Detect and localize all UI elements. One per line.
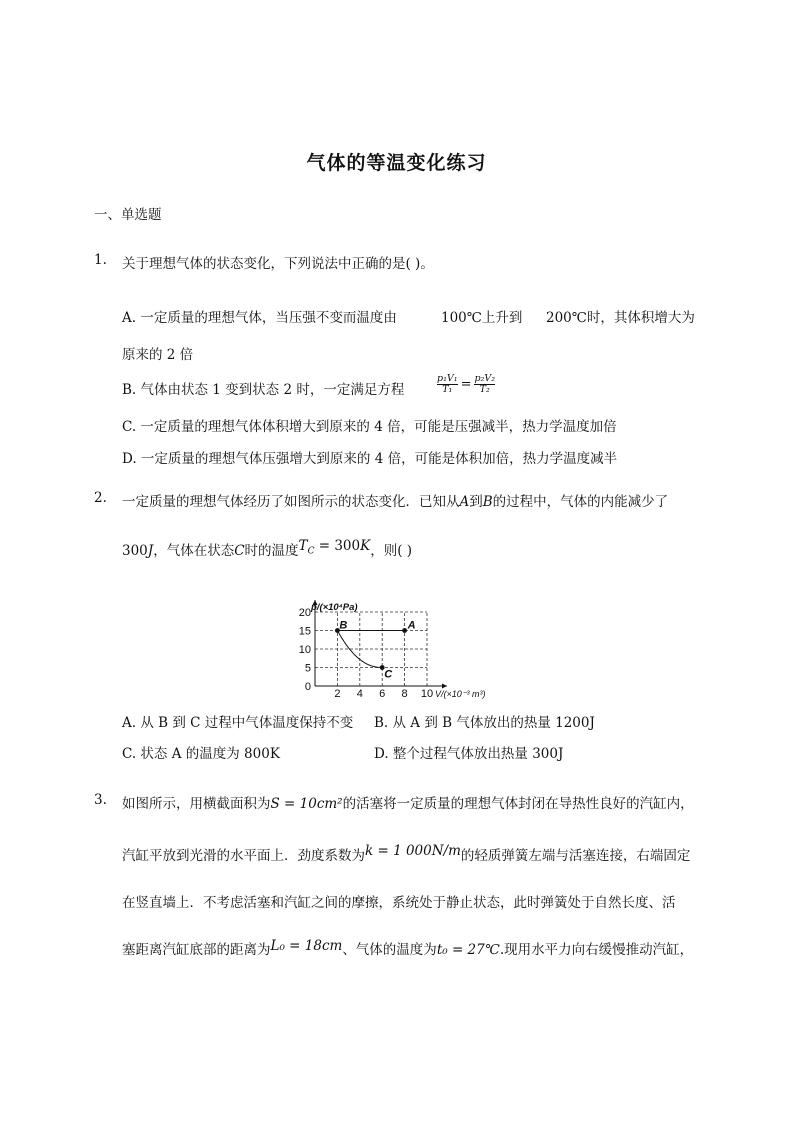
stem-text: 的轻质弹簧左端与活塞连接，右端固定 (460, 848, 691, 864)
x-axis-label: V/(×10⁻³ m³) (435, 689, 486, 699)
stem-text: 汽缸平放到光滑的水平面上．劲度系数为 (122, 848, 365, 864)
stem-text: ，则( ) (370, 543, 413, 559)
option-d: D. 整个过程气体放出热量 300J (374, 746, 564, 762)
var-t: T (298, 538, 308, 554)
option-d: D. 一定质量的理想气体压强增大到原来的 4 倍，可能是体积加倍，热力学温度减半 (122, 451, 618, 467)
option-c: C. 状态 A 的温度为 800K (122, 746, 280, 762)
length-formula: L₀ = 18cm (270, 938, 343, 954)
stem-text: 300 (122, 543, 148, 559)
x-tick-label: 6 (379, 688, 386, 700)
temperature-formula (298, 538, 371, 557)
option-text: 原来的 2 倍 (122, 347, 194, 363)
stem-text: 的活塞将一定质量的理想气体封闭在导热性良好的汽缸内， (342, 796, 694, 812)
state-label-B: B (339, 619, 348, 632)
y-tick-label: 10 (298, 644, 311, 656)
y-axis-label: p/(×10⁴Pa) (311, 602, 358, 613)
option-text: B. 气体由状态 1 变到状态 2 时，一定满足方程 (122, 382, 405, 398)
page-title: 气体的等温变化练习 (306, 152, 487, 174)
x-tick-label: 8 (401, 688, 408, 700)
var-b: B (482, 494, 493, 510)
stem-text: 如图所示，用横截面积为 (122, 796, 271, 812)
option-text: 100℃上升到 (441, 310, 523, 326)
state-label-C: C (384, 668, 393, 681)
fraction (474, 374, 495, 395)
question-stem-line-2 (122, 539, 412, 562)
equals-sign: = (460, 377, 472, 392)
stem-text: 塞距离汽缸底部的距离为 (122, 942, 271, 958)
numerator: p₁V₁ (437, 373, 458, 384)
section-heading: 一、单选题 (94, 207, 162, 223)
unit-j: J (147, 543, 154, 559)
y-tick-label: 15 (298, 625, 311, 638)
temperature-formula: t₀ = 27℃ (436, 942, 500, 958)
x-axis-arrow (442, 684, 447, 689)
equation-text: = 300 (314, 538, 361, 554)
question-stem-line-1 (122, 792, 694, 812)
gas-equation (437, 374, 495, 395)
stem-text: ，气体在状态 (153, 543, 235, 559)
question-number: 3. (94, 792, 107, 808)
stem-text: 到 (469, 494, 483, 510)
numerator: p₂V₂ (474, 373, 496, 384)
pv-chart (290, 588, 520, 706)
option-b: B. 从 A 到 B 气体放出的热量 1200J (374, 715, 595, 731)
y-tick-label: 0 (304, 681, 311, 693)
var-a: A (459, 494, 470, 510)
subscript: C (307, 546, 315, 557)
area-formula: S = 10cm² (270, 796, 343, 812)
y-tick-label: 20 (298, 607, 311, 619)
stem-text: 、气体的温度为 (342, 942, 437, 958)
unit-k: K (360, 538, 371, 554)
question-number: 2. (94, 490, 107, 506)
question-stem-line-1 (122, 490, 668, 510)
state-point-A (402, 628, 407, 633)
denominator: T₁ (442, 384, 453, 395)
x-tick-label: 10 (420, 688, 434, 700)
state-label-A: A (407, 619, 416, 632)
option-c: C. 一定质量的理想气体体积增大到原来的 4 倍，可能是压强减半，热力学温度加倍 (122, 419, 617, 435)
question-stem-line-2 (122, 844, 690, 864)
stem-text: .现用水平力向右缓慢推动汽缸， (499, 942, 694, 958)
x-tick-label: 2 (334, 688, 341, 700)
var-c: C (234, 543, 245, 559)
fraction (437, 374, 458, 395)
option-text: 200℃时，其体积增大为 (546, 310, 695, 326)
question-stem-line-3: 在竖直墙上．不考虑活塞和汽缸之间的摩擦，系统处于静止状态，此时弹簧处于自然长度、活 (122, 895, 676, 911)
stem-text: 一定质量的理想气体经历了如图所示的状态变化．已知从 (122, 494, 460, 510)
y-tick-label: 5 (304, 662, 311, 675)
denominator: T₂ (479, 384, 490, 395)
question-stem: 关于理想气体的状态变化，下列说法中正确的是( )。 (122, 256, 434, 272)
option-text: A. 一定质量的理想气体，当压强不变而温度由 (122, 310, 397, 326)
stem-text: 的过程中，气体的内能减少了 (492, 494, 669, 510)
stem-text: 时的温度 (244, 543, 299, 559)
x-tick-label: 4 (356, 688, 363, 700)
question-stem-line-4 (122, 938, 693, 958)
stiffness-formula: k = 1 000N/m (365, 843, 461, 859)
question-number: 1. (94, 252, 107, 268)
option-a: A. 从 B 到 C 过程中气体温度保持不变 (122, 715, 354, 731)
